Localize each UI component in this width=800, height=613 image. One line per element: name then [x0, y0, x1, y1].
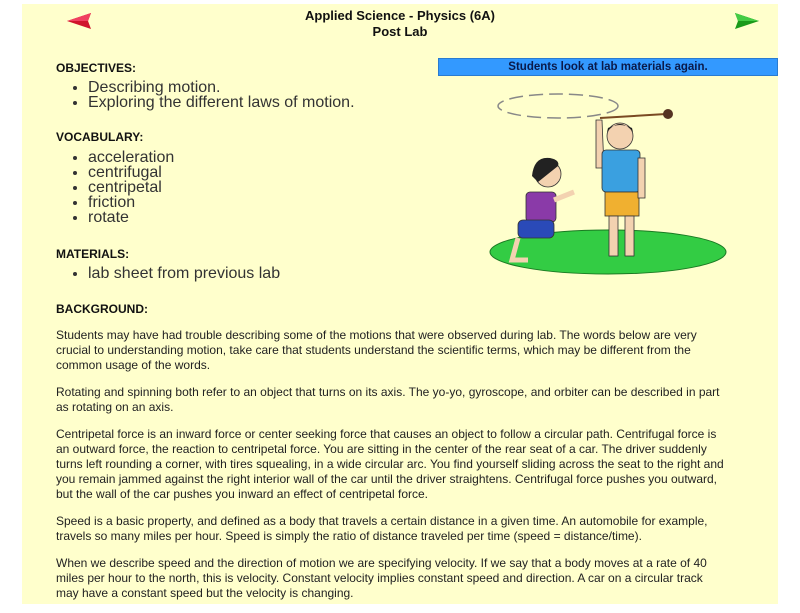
list-item: • acceleration [88, 150, 174, 165]
materials-heading: MATERIALS: [56, 247, 130, 261]
list-item: • Exploring the different laws of motion. [88, 95, 355, 110]
vocabulary-section [56, 130, 143, 144]
objectives-heading: OBJECTIVES: [56, 61, 137, 75]
title-line-2: Post Lab [372, 24, 428, 39]
list-item: • Describing motion. [88, 80, 355, 95]
materials-list [56, 266, 280, 281]
background-paragraph: Students may have had trouble describing some of the motions that were observed during lab. The words below are very crucial to understanding motion, take care that students understand the scientific terms, which may be different from the common usage of the words. [56, 328, 697, 372]
background-paragraph: Rotating and spinning both refer to an object that turns on its axis. The yo-yo, gyroscope, and orbiter can be described in part as rotating on an axis. [56, 385, 720, 414]
materials-section [56, 247, 129, 261]
background-section [56, 302, 148, 316]
objectives-section [56, 61, 136, 75]
vocabulary-list [56, 150, 174, 225]
list-item: • lab sheet from previous lab [88, 266, 280, 281]
background-paragraph: Centripetal force is an inward force or center seeking force that causes an object to follow a circular path. Centrifugal force is an outward force, the reaction to centripetal force. You are sitting in the center of the rear seat of a car. The driver suddenly turns left rounding a corner, with tires squealing, in a wide circular arc. You find yourself sliding across the seat to the right and you remain jammed against the right interior wall of the car until the driver straightens. Centrifugal force pushes you outward, but the wall of the car pushes you inward an effect of centripetal force. [56, 427, 724, 501]
background-heading: BACKGROUND: [56, 302, 148, 316]
background-body [56, 328, 726, 613]
vocabulary-heading: VOCABULARY: [56, 130, 144, 144]
children-spinning-illustration [488, 92, 728, 282]
list-item: • friction [88, 195, 174, 210]
caption-banner: Students look at lab materials again. [438, 58, 778, 76]
objectives-list [56, 80, 355, 110]
title-line-1: Applied Science - Physics (6A) [304, 8, 495, 23]
background-paragraph: When we describe speed and the direction of motion we are specifying velocity. If we say that a body moves at a rate of 40 miles per hour to the north, this is velocity. Constant velocity implies constant speed and direction. A car on a circular track may have a constant speed but the velocity is changing. [56, 556, 707, 600]
list-item: • centrifugal [88, 165, 174, 180]
page-title [0, 8, 800, 40]
background-paragraph: Speed is a basic property, and defined as a body that travels a certain distance in a given time. An automobile for example, travels so many miles per hour. Speed is simply the ratio of distance traveled per time (speed = distance/time). [56, 514, 708, 543]
list-item: • rotate [88, 210, 174, 225]
list-item: • centripetal [88, 180, 174, 195]
